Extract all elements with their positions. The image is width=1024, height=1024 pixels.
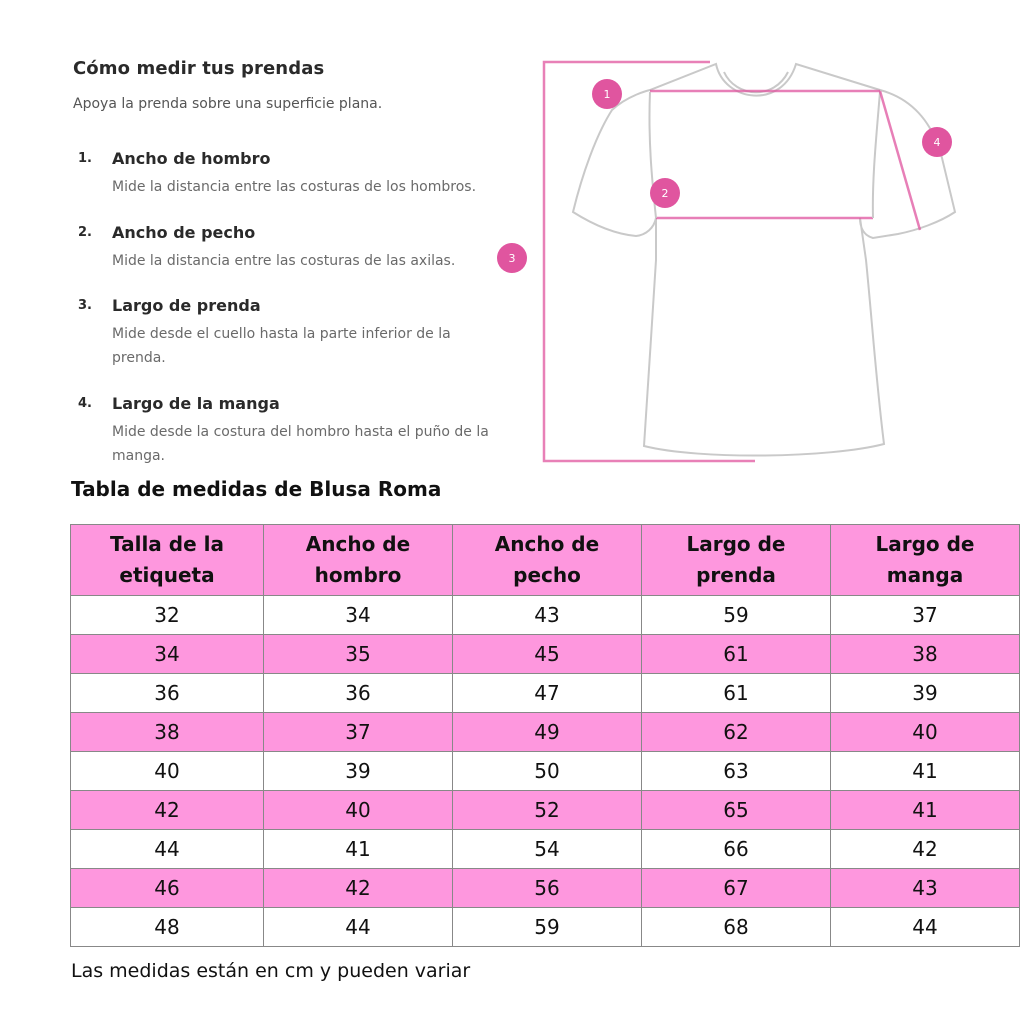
- table-cell: 40: [264, 791, 453, 830]
- column-header: Ancho de hombro: [264, 525, 453, 596]
- table-row: [71, 713, 1020, 752]
- table-cell: 38: [71, 713, 264, 752]
- table-cell: 49: [453, 713, 642, 752]
- table-row: [71, 635, 1020, 674]
- column-header: Largo de prenda: [642, 525, 831, 596]
- table-cell: 38: [831, 635, 1020, 674]
- step-number: 3.: [78, 298, 92, 313]
- t-shirt-outline-icon: [573, 64, 955, 456]
- step-description: Mide desde la costura del hombro hasta el puño de la manga.: [112, 424, 489, 464]
- step-number: 1.: [78, 151, 92, 166]
- table-cell: 44: [71, 830, 264, 869]
- table-title: Tabla de medidas de Blusa Roma: [71, 477, 442, 501]
- step-number: 4.: [78, 396, 92, 411]
- size-table: [70, 524, 1020, 947]
- step-title: Ancho de pecho: [112, 223, 256, 242]
- table-header-row: [71, 525, 1020, 596]
- table-cell: 52: [453, 791, 642, 830]
- sleeve-guide-line: [880, 91, 920, 230]
- table-cell: 65: [642, 791, 831, 830]
- table-cell: 62: [642, 713, 831, 752]
- table-cell: 66: [642, 830, 831, 869]
- badge-4-icon: [922, 127, 952, 157]
- table-cell: 45: [453, 635, 642, 674]
- table-cell: 42: [71, 791, 264, 830]
- column-header: Talla de la etiqueta: [71, 525, 264, 596]
- table-cell: 47: [453, 674, 642, 713]
- table-cell: 43: [453, 596, 642, 635]
- step-description: Mide desde el cuello hasta la parte inferior de la prenda.: [112, 326, 451, 366]
- table-cell: 35: [264, 635, 453, 674]
- table-row: [71, 791, 1020, 830]
- table-cell: 34: [71, 635, 264, 674]
- column-header: Largo de manga: [831, 525, 1020, 596]
- badge-4-label: 4: [933, 136, 941, 149]
- table-cell: 39: [264, 752, 453, 791]
- column-header: Ancho de pecho: [453, 525, 642, 596]
- table-cell: 44: [264, 908, 453, 947]
- table-cell: 56: [453, 869, 642, 908]
- table-cell: 41: [831, 752, 1020, 791]
- table-cell: 46: [71, 869, 264, 908]
- table-cell: 59: [642, 596, 831, 635]
- table-row: [71, 908, 1020, 947]
- t-shirt-measure-diagram: [490, 50, 970, 470]
- table-cell: 37: [831, 596, 1020, 635]
- table-cell: 40: [831, 713, 1020, 752]
- table-row: [71, 674, 1020, 713]
- table-cell: 36: [264, 674, 453, 713]
- table-cell: 32: [71, 596, 264, 635]
- table-cell: 42: [831, 830, 1020, 869]
- table-cell: 48: [71, 908, 264, 947]
- table-cell: 63: [642, 752, 831, 791]
- table-cell: 41: [831, 791, 1020, 830]
- table-cell: 67: [642, 869, 831, 908]
- table-cell: 42: [264, 869, 453, 908]
- table-cell: 54: [453, 830, 642, 869]
- step-number: 2.: [78, 225, 92, 240]
- badge-1-label: 1: [603, 88, 611, 101]
- table-cell: 61: [642, 674, 831, 713]
- table-cell: 68: [642, 908, 831, 947]
- table-cell: 40: [71, 752, 264, 791]
- step-title: Ancho de hombro: [112, 149, 271, 168]
- table-cell: 59: [453, 908, 642, 947]
- badge-2-icon: [650, 178, 680, 208]
- table-cell: 50: [453, 752, 642, 791]
- badge-1-icon: [592, 79, 622, 109]
- table-row: [71, 752, 1020, 791]
- table-cell: 34: [264, 596, 453, 635]
- badge-3-label: 3: [508, 252, 516, 265]
- table-body: [71, 596, 1020, 947]
- table-row: [71, 830, 1020, 869]
- badge-3-icon: [497, 243, 527, 273]
- badge-2-label: 2: [661, 187, 669, 200]
- table-row: [71, 869, 1020, 908]
- table-cell: 61: [642, 635, 831, 674]
- table-cell: 44: [831, 908, 1020, 947]
- table-cell: 39: [831, 674, 1020, 713]
- armhole-seam-right: [873, 92, 880, 218]
- footnote: Las medidas están en cm y pueden variar: [71, 960, 471, 982]
- step-title: Largo de la manga: [112, 394, 280, 413]
- step-description: Mide la distancia entre las costuras de las axilas.: [112, 253, 456, 269]
- step-title: Largo de prenda: [112, 296, 261, 315]
- table-cell: 41: [264, 830, 453, 869]
- table-row: [71, 596, 1020, 635]
- table-cell: 43: [831, 869, 1020, 908]
- table-cell: 36: [71, 674, 264, 713]
- table-cell: 37: [264, 713, 453, 752]
- guide-title: Cómo medir tus prendas: [73, 58, 325, 79]
- guide-subtitle: Apoya la prenda sobre una superficie plana.: [73, 96, 383, 112]
- step-description: Mide la distancia entre las costuras de los hombros.: [112, 179, 477, 195]
